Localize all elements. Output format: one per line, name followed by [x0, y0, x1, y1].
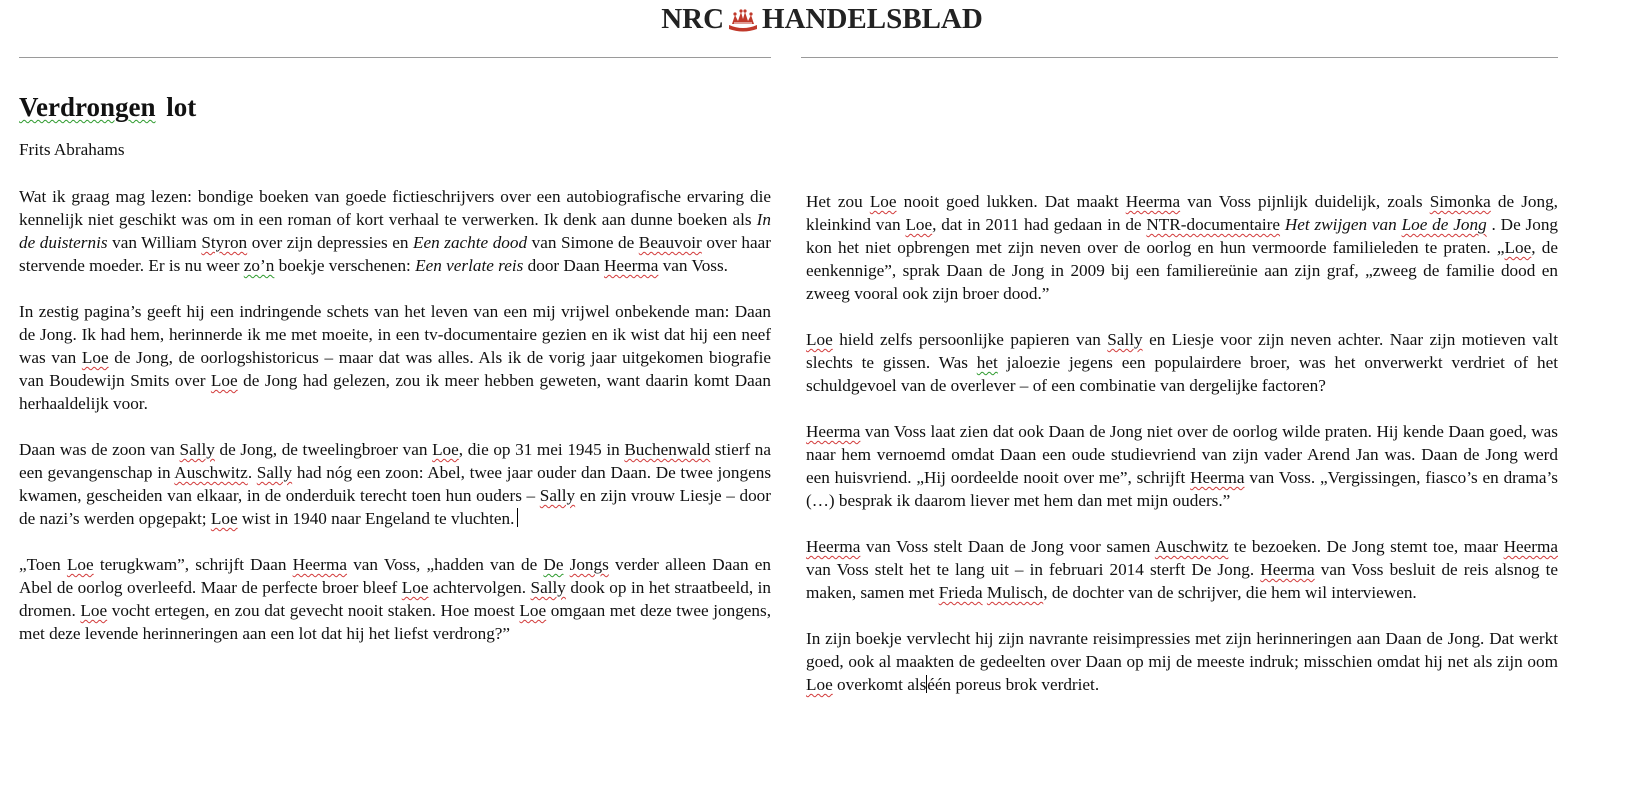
paragraph-2: In zestig pagina’s geeft hij een indringende schets van het leven van een mij vrijwel onbekende man: Daan de Jong. Ik had hem, herinnerde ik me met moeite, in een tv-documentaire gezien en ik wist dat hij een neef was van Loe de Jong, de oorlogshistoricus – maar dat was alles. Als ik de vorig jaar uitgekomen biografie van Boudewijn Smits over Loe de Jong had gelezen, zou ik meer hebben geweten, want daarin komt Daan herhaaldelijk voor. [19, 302, 772, 413]
article-title [19, 90, 771, 124]
masthead [0, 3, 1644, 43]
paragraph-4: „Toen Loe terugkwam”, schrijft Daan Heerma van Voss, „hadden van de De Jongs verder alleen Daan en Abel de oorlog overleefd. Maar de perfecte broer bleef Loe achtervolgen. Sally dook op in het straatbeeld, in dromen. Loe vocht ertegen, en zou dat gevecht nooit staken. Hoe moest Loe omgaan met deze twee jongens, met deze levende herinneringen aan een lot dat hij het liefst verdrong?” [19, 555, 771, 643]
masthead-nrc: NRC [661, 3, 725, 35]
masthead-handelsblad: HANDELSBLAD [762, 3, 983, 35]
paragraph-5: Het zou Loe nooit goed lukken. Dat maakt Heerma van Voss pijnlijk duidelijk, zoals Simonka de Jong, kleinkind van Loe, dat in 2011 had gedaan in de NTR-documentaire Het zwijgen van Loe de Jong . De Jong kon het niet opbrengen met zijn neven over de oorlog en hun vermoorde familieleden te praten. „Loe, de eenkennige”, sprak Daan de Jong in 2009 bij een familiereünie aan zijn graf, „zweeg de familie dood en zweeg vooral ook zijn broer dood.” [806, 192, 1559, 303]
paragraph-6: Loe hield zelfs persoonlijke papieren van Sally en Liesje voor zijn neven achter. Naar zijn motieven valt slechts te gissen. Was het jaloezie jegens een populairdere broer, was het onverwerkt verdriet of het schuldgevoel van de overlever – of een combinatie van dergelijke factoren? [806, 330, 1558, 395]
paragraph-9: In zijn boekje vervlecht hij zijn navrante reisimpressies met zijn herinneringen aan Daan de Jong. Dat werkt goed, ook al maakten de gedeelten over Daan op mij de meeste indruk; misschien omdat hij net als zijn oom Loe overkomt alséén poreus brok verdriet. [806, 629, 1558, 694]
crest-icon [726, 7, 760, 33]
title-word-2: lot [166, 92, 197, 122]
paragraph-7: Heerma van Voss laat zien dat ook Daan de Jong niet over de oorlog wilde praten. Hij kende Daan goed, was naar hem vernoemd omdat Daan een oude studievriend van zijn vader Arend Jan was. Daan de Jong werd een huisvriend. „Hij oordeelde nooit over me”, schrijft Heerma van Voss. „Vergissingen, fiasco’s en drama’s (…) besprak ik daarom liever met hem dan met mijn ouders.” [806, 422, 1558, 510]
right-column [806, 190, 1558, 719]
divider-right [801, 57, 1558, 58]
title-word-1: Verdrongen [19, 92, 156, 122]
left-column [19, 90, 771, 668]
paragraph-1: Wat ik graag mag lezen: bondige boeken van goede fictieschrijvers over een autobiografische ervaring die kennelijk niet geschikt was om in een roman of kort verhaal te verwerken. Ik denk aan dunne boeken als In de duisternis van William Styron over zijn depressies en Een zachte dood van Simone de Beauvoir over haar stervende moeder. Er is nu weer zo’n boekje verschenen: Een verlate reis door Daan Heerma van Voss. [19, 187, 771, 275]
paragraph-8: Heerma van Voss stelt Daan de Jong voor samen Auschwitz te bezoeken. De Jong stemt toe, maar Heerma van Voss stelt het te lang uit – in februari 2014 sterft De Jong. Heerma van Voss besluit de reis alsnog te maken, samen met Frieda Mulisch, de dochter van de schrijver, die hem wil interviewen. [806, 537, 1558, 602]
divider-left [19, 57, 771, 58]
text-cursor [517, 508, 518, 527]
paragraph-3: Daan was de zoon van Sally de Jong, de tweelingbroer van Loe, die op 31 mei 1945 in Buchenwald stierf na een gevangenschap in Auschwitz. Sally had nóg een zoon: Abel, twee jaar ouder dan Daan. De twee jongens kwamen, gescheiden van elkaar, in de onderduik terecht toen hun ouders – Sally en zijn vrouw Liesje – door de nazi’s werden opgepakt; Loe wist in 1940 naar Engeland te vluchten. [19, 440, 772, 528]
byline: Frits Abrahams [19, 140, 125, 159]
